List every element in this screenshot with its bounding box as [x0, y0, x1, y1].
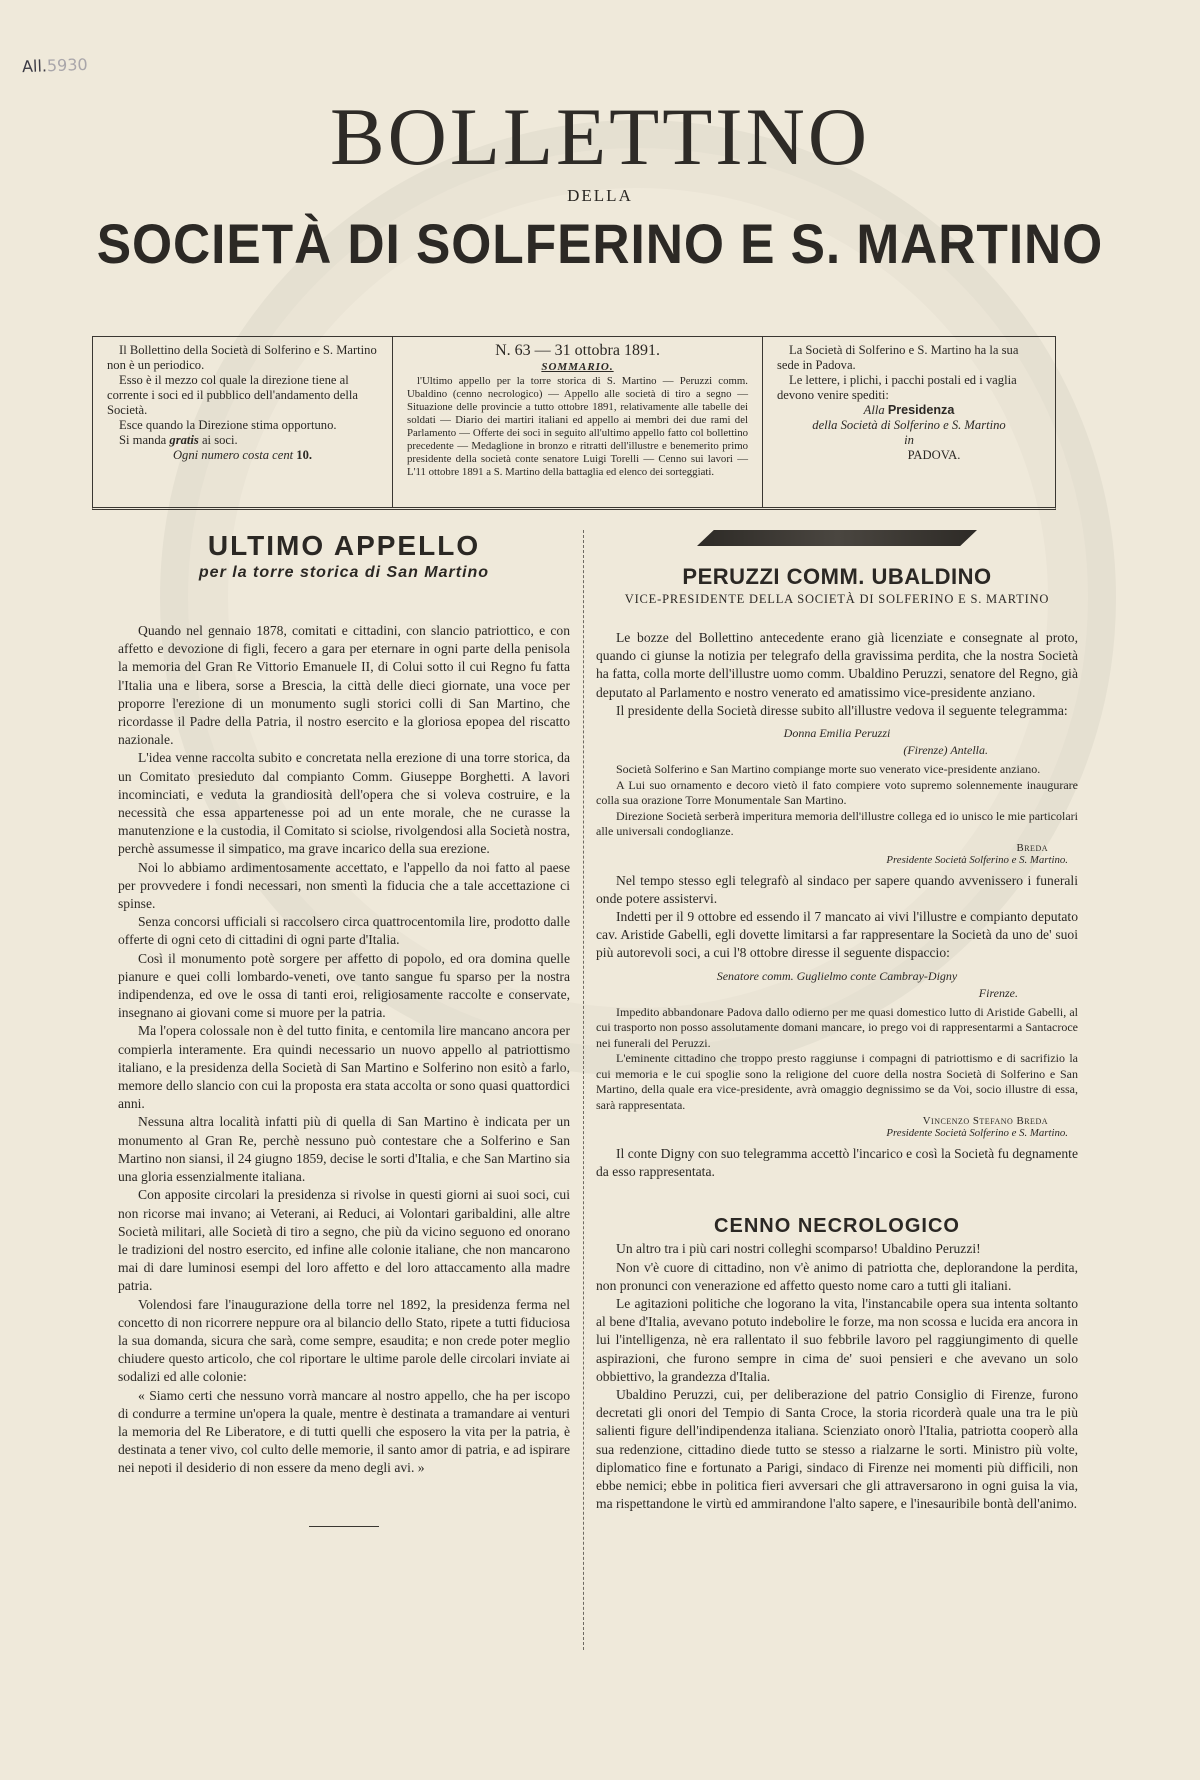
- info-left-p1: Il Bollettino della Società di Solferino e S. Martino non è un periodico.: [107, 343, 377, 372]
- end-rule: [309, 1526, 379, 1527]
- info-box: [92, 336, 1056, 510]
- archive-mark-text: All.: [21, 56, 48, 77]
- masthead: [0, 91, 1200, 275]
- article-ultimo-appello: [118, 530, 570, 1527]
- dispatch-recipient-place: Firenze.: [978, 985, 1018, 1000]
- issue-cost-number: 10.: [296, 448, 313, 462]
- info-right: [763, 337, 1055, 507]
- article-paragraph: Quando nel gennaio 1878, comitati e cittadini, con slancio patriottico, e con affetto e devozione di figli, fecero a gara per eternare in ogni parte della penisola la memoria del Gran Re Vittorio Emanuele II, di Colui sotto il cui Regno fu fatta l'Italia una e libera, sorse a Brescia, la città delle dieci giornate, una voce per proporre l'erezione di un monumento sugli storici colli di San Martino, che ricordasse il Padre della Patria, il nostro esercito e la gloriosa epopea del riscatto nazionale.: [118, 623, 570, 748]
- archive-mark: [22, 55, 88, 76]
- peruzzi-paragraph: Il conte Digny con suo telegramma accettò l'incarico e così la Società fu degnamente da esso rappresentata.: [596, 1146, 1078, 1180]
- telegram-recipient-place: (Firenze) Antella.: [903, 743, 988, 758]
- article-paragraph: Senza concorsi ufficiali si raccolsero circa quattrocentomila lire, prodotto dalle offerte di ogni ceto di cittadini di ogni parte d'Italia.: [118, 914, 570, 948]
- peruzzi-title: PERUZZI COMM. UBALDINO: [682, 564, 992, 589]
- gratis-word: gratis: [169, 433, 199, 447]
- address-in: in: [904, 433, 914, 447]
- masthead-della: DELLA: [567, 186, 633, 205]
- peruzzi-body: [596, 629, 1078, 720]
- info-left: [93, 337, 393, 507]
- issue-cost-label: Ogni numero costa cent: [172, 448, 294, 462]
- article-subtitle: per la torre storica di San Martino: [198, 564, 490, 581]
- telegram-line: Direzione Società serberà imperitura memoria dell'illustre collega ed io unisco le mie particolari alle universali condoglianze.: [596, 808, 1078, 839]
- article-paragraph: Così il monumento potè sorgere per affetto di popolo, ed ora domina quelle pianure e quei colli lombardo-veneti, ove tanto sangue fu sparso per la nostra indipendenza, ed ove le ossa di tanti eroi, religiosamente raccolte e conservate, insegnano ai giovani come si muore per la patria.: [118, 950, 570, 1021]
- dispatch-recipient: Senatore comm. Guglielmo conte Cambray-Digny: [716, 968, 958, 983]
- info-left-p4: [107, 433, 378, 448]
- article-body: [118, 622, 570, 1478]
- article-paragraph: Ma l'opera colossale non è del tutto finita, e centomila lire mancano ancora per compierla interamente. Era quindi necessario un nuovo appello al patriottismo italiano, e la presidenza della Società di San Martino e Solferino non esitò a farlo, memore dello slancio con cui la proposta era stata accolta or sono quasi quattordici anni.: [118, 1023, 570, 1112]
- issue-cost: [107, 448, 378, 463]
- dispatch-signature: Vincenzo Stefano Breda: [922, 1115, 1048, 1128]
- article-paragraph: Con apposite circolari la presidenza si rivolse in questi giorni ai suoi soci, cui non ricorse mai invano; ai Veterani, ai Reduci, ai Volontari garibaldini, alle altre Società militari, alle Società di tiro a segno, che più da vicino seguono ed onorano le tradizioni del nostro esercito, ed infine alle colonie italiane, che non mancarono mai di dare luminosi esempi del loro affetto e del loro attaccamento alla madre patria.: [118, 1187, 570, 1294]
- necro-paragraph: Le agitazioni politiche che logorano la vita, l'instancabile opera sua intenta soltanto al bene d'Italia, avevano potuto indebolire le forze, ma non scossa e lucida era ancora in lui l'intelligenza, nè era rallentato il suo febbrile lavoro pel raggiungimento di quelle aspirazioni, che furono sempre in cima de' suoi pensieri e che avevano un solo obbiettivo, la grandezza d'Italia.: [596, 1296, 1078, 1384]
- address-society: della Società di Solferino e S. Martino: [812, 418, 1006, 432]
- gratis-post: ai soci.: [201, 433, 238, 447]
- peruzzi-body-2: [596, 872, 1078, 963]
- peruzzi-body-3: [596, 1145, 1078, 1181]
- necro-paragraph: Un altro tra i più cari nostri colleghi scomparso! Ubaldino Peruzzi!: [616, 1241, 981, 1257]
- dispatch-body: [596, 1005, 1078, 1114]
- column-divider: [583, 530, 584, 1650]
- telegram-signature-role: Presidente Società Solferino e S. Martino.: [886, 853, 1068, 866]
- necro-paragraph: Ubaldino Peruzzi, cui, per deliberazione del patrio Consiglio di Firenze, furono decretati gli onori del Tempio di Santa Croce, la storia ricorderà quale una tra le più salienti figure dell'indipendenza italiana. Scienziato onorò l'Italia, patriotta cooperò alla sua redenzione, cittadino diede tutto se stesso a rialzarne le sorti. Ministro più volte, diplomatico fine e fortunato a Parigi, sindaco di Firenze nei momenti più difficili, non ebbe nemici; ebbe in politica fieri avversari che gli attraversarono in ogni guisa la via, ma rispettandone le virtù ed ammirandone l'alto sapere, e l'inesauribile bontà dell'animo.: [596, 1387, 1078, 1512]
- dispatch-signature-role: Presidente Società Solferino e S. Martino.: [886, 1127, 1068, 1140]
- masthead-title: BOLLETTINO: [329, 91, 871, 182]
- telegram-body: [596, 762, 1078, 840]
- peruzzi-paragraph: Le bozze del Bollettino antecedente erano già licenziate e consegnate al proto, quando ci giunse la notizia per telegrafo della gravissima perdita, che la nostra Società ha fatta, colla morte dell'illustre uomo comm. Ubaldino Peruzzi, senatore del Regno, già deputato al Parlamento e nostro venerato ed amatissimo vice-presidente anziano.: [596, 630, 1078, 700]
- peruzzi-subtitle: VICE-PRESIDENTE DELLA SOCIETÀ DI SOLFERINO E S. MARTINO: [624, 592, 1050, 606]
- archive-mark-number: 5930: [46, 54, 88, 76]
- gratis-pre: Si manda: [119, 433, 167, 447]
- peruzzi-paragraph: Indetti per il 9 ottobre ed essendo il 7 mancato ai vivi l'illustre e compianto deputato cav. Aristide Gabelli, egli dovette limitarsi a far rappresentare la Società da uno de' suoi più autorevoli soci, a cui l'8 ottobre diresse il seguente dispaccio:: [596, 908, 1078, 961]
- article-title: ULTIMO APPELLO: [207, 530, 481, 561]
- address-presidenza-word: Presidenza: [887, 403, 955, 417]
- info-left-p3: Esce quando la Direzione stima opportuno.: [119, 418, 337, 432]
- sommario-text: l'Ultimo appello per la torre storica di S. Martino — Peruzzi comm. Ubaldino (cenno necrologico) — Appello alle società di tiro a segno — Situazione delle provincie a tutto ottobre 1891, relativamente alle tabelle dei soldati — Diario dei martiri italiani ed appello ai membri dei due rami del Parlamento — Offerte dei soci in seguito all'ultimo appello fatto col bollettino precedente — Medaglione in bronzo e ritratti dell'illustre e benemerito primo presidente della società conte senatore Luigi Torelli — Cenno sui lavori — L'11 ottobre 1891 a S. Martino della battaglia ed elenco dei sorteggiati.: [407, 375, 748, 478]
- sommario-heading: SOMMARIO.: [541, 361, 614, 373]
- telegram-line: A Lui suo ornamento e decoro vietò il fato compiere voto supremo solennemente inaugurare colla sua orazione Torre Monumentale San Martino.: [596, 777, 1078, 808]
- article-paragraph: « Siamo certi che nessuno vorrà mancare al nostro appello, che ha per iscopo di condurre a termine un'opera la quale, mentre è destinata a tramandare ai venturi la memoria del Re Liberatore, e di tutti quelli che esposero la vita per la patria, è destinata a tener vivo, col culto delle memorie, il santo amor di patria, e ad ispirare nei nepoti il desiderio di non essere da meno degli avi. »: [118, 1387, 570, 1476]
- info-right-p1: La Società di Solferino e S. Martino ha la sua sede in Padova.: [777, 343, 1019, 372]
- article-paragraph: Noi lo abbiamo ardimentosamente accettato, e l'appello da noi fatto al paese per provvedere i fondi necessari, non smentì la fiducia che a tale accettazione ci spinse.: [118, 859, 570, 912]
- necro-body: [596, 1240, 1078, 1513]
- telegram-line: Società Solferino e San Martino compiange morte suo venerato vice-presidente anziano.: [616, 762, 1041, 777]
- info-center: [393, 337, 763, 507]
- peruzzi-paragraph: Nel tempo stesso egli telegrafò al sindaco per sapere quando avvenissero i funerali onde potere assistervi.: [596, 872, 1078, 906]
- masthead-society: SOCIETÀ DI SOLFERINO E S. MARTINO: [96, 212, 1104, 275]
- address-presidenza: [777, 403, 1041, 418]
- telegram-signature: Breda: [1016, 841, 1048, 854]
- info-right-p2: Le lettere, i plichi, i pacchi postali ed i vaglia devono venire spediti:: [777, 373, 1017, 402]
- necro-paragraph: Non v'è cuore di cittadino, non v'è animo di patriotta che, deplorandone la perdita, non pronunci con venerazione ed affetto questo nome caro a tutti gli italiani.: [596, 1259, 1078, 1293]
- necro-title: CENNO NECROLOGICO: [714, 1215, 960, 1238]
- issue-number: N. 63 — 31 ottobra 1891.: [495, 342, 660, 359]
- article-paragraph: Volendosi fare l'inaugurazione della torre nel 1892, la presidenza ferma nel concetto di non ricorrere neppure ora al bilancio dello Stato, ripete a tutti fiduciosa la sua domanda, sicura che sarà, come sempre, esaudita; e non crede poter meglio chiudere questo articolo, che col riportare le ultime parole delle circolari inviate ai sodalizi ed alle colonie:: [118, 1296, 570, 1385]
- article-paragraph: Nessuna altra località infatti più di quella di San Martino è indicata per un monumento al Gran Re, perchè nessuno può contestare che a Solferino e San Martino non siansi, il 24 giugno 1859, decise le sorti d'Italia, e che San Martino sia una gloria essenzialmente italiana.: [118, 1114, 570, 1185]
- address-alla: Alla: [863, 403, 885, 417]
- address-city: PADOVA.: [907, 448, 961, 462]
- peruzzi-paragraph: Il presidente della Società diresse subito all'illustre vedova il seguente telegramma:: [616, 702, 1068, 718]
- dispatch-line: Impedito abbandonare Padova dallo odierno per me quasi domestico lutto di Aristide Gabelli, al cui trasporto non posso assolutamente domani mancare, io prego voi di rappresentarmi a Santacroce nei funerali del Peruzzi.: [596, 1004, 1078, 1050]
- mourning-band: [697, 530, 977, 546]
- article-peruzzi: [596, 530, 1078, 1513]
- article-paragraph: L'idea venne raccolta subito e concretata nella erezione di una torre storica, da un Comitato presieduto dal compianto Comm. Giuseppe Borghetti. A lavori incominciati, e veduta la grandiosità dell'opera che si voleva costruire, e la necessità che essa appartenesse poi ad un ente morale, che ne curasse la manutenzione e la custodia, il Comitato si sciolse, rivolgendosi alla Società nostra, perchè assumesse il simpatico, ma grave incarico della sua erezione.: [118, 750, 570, 857]
- telegram-recipient: Donna Emilia Peruzzi: [783, 726, 891, 741]
- dispatch-line: L'eminente cittadino che troppo presto raggiunse i compagni di patriottismo e di sacrifizio la cui memoria e le cui spoglie sono la religione del cuore della nostra Società di Solferino e San Martino, della quale era vice-presidente, avrà omaggio degnissimo se da Voi, socio illustre di essa, sarà rappresentata.: [596, 1051, 1078, 1112]
- info-left-p2: Esso è il mezzo col quale la direzione tiene al corrente i soci ed il pubblico dell'andamento della Società.: [107, 373, 358, 417]
